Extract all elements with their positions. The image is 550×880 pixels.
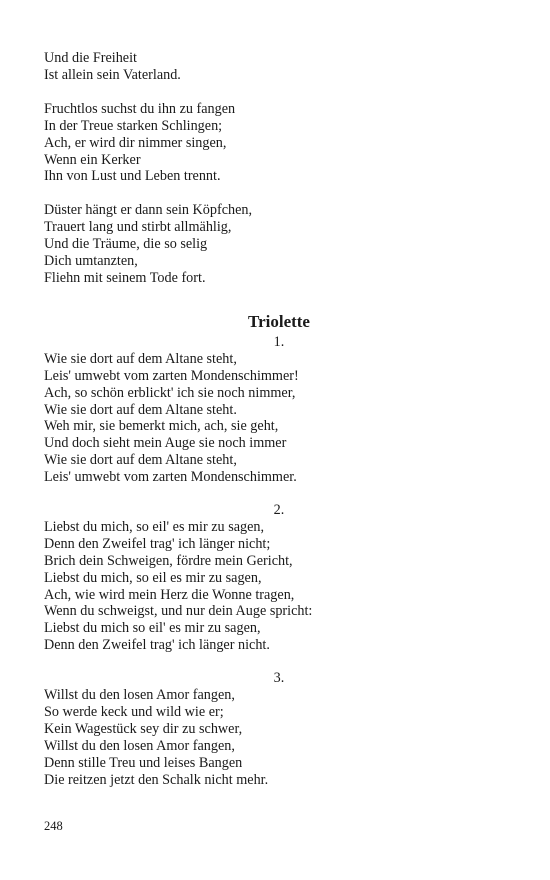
verse-line: Düster hängt er dann sein Köpfchen, <box>44 202 253 219</box>
page-number: 248 <box>44 819 63 833</box>
stanza <box>44 50 514 84</box>
verse-line: Denn den Zweifel trag' ich länger nicht; <box>44 535 271 552</box>
verse-line: Leis' umwebt vom zarten Mondenschimmer! <box>44 367 299 384</box>
triolet-sections <box>44 334 514 789</box>
verse-line: Ist allein sein Vaterland. <box>44 66 181 83</box>
verse-line: Fruchtlos suchst du ihn zu fangen <box>44 100 236 117</box>
verse-line: Dich umtanzten, <box>44 253 138 270</box>
verse-line: Kein Wagestück sey dir zu schwer, <box>44 720 243 737</box>
verse-line: Fliehn mit seinem Tode fort. <box>44 269 206 286</box>
verse-line: Liebst du mich, so eil' es mir zu sagen, <box>44 518 265 535</box>
verse-line: Liebst du mich so eil' es mir zu sagen, <box>44 620 261 637</box>
verse-line: Liebst du mich, so eil es mir zu sagen, <box>44 569 262 586</box>
verse-line: Willst du den losen Amor fangen, <box>44 687 235 704</box>
verse-line: Die reitzen jetzt den Schalk nicht mehr. <box>44 771 269 788</box>
verse-line: Und die Freiheit <box>44 50 137 66</box>
intro-stanzas <box>44 50 514 287</box>
stanza <box>44 101 514 186</box>
verse-line: Wie sie dort auf dem Altane steht, <box>44 452 237 469</box>
verse-line: Wenn du schweigst, und nur dein Auge spricht: <box>44 603 313 620</box>
verse-line: Leis' umwebt vom zarten Mondenschimmer. <box>44 469 297 486</box>
verse-line: Ach, er wird dir nimmer singen, <box>44 134 227 151</box>
stanza <box>44 202 514 287</box>
triolet-section <box>44 670 514 788</box>
triolet-section <box>44 502 514 654</box>
verse-line: Wie sie dort auf dem Altane steht, <box>44 350 237 367</box>
verse-line: Weh mir, sie bemerkt mich, ach, sie geht, <box>44 418 279 435</box>
verse-line: Willst du den losen Amor fangen, <box>44 737 235 754</box>
verse-line: Trauert lang und stirbt allmählig, <box>44 219 232 236</box>
verse-line: Denn stille Treu und leises Bangen <box>44 754 243 771</box>
verse-line: In der Treue starken Schlingen; <box>44 117 223 134</box>
page-body <box>44 50 514 805</box>
verse-line: Ach, so schön erblickt' ich sie noch nimmer, <box>44 384 296 401</box>
verse-line: Ach, wie wird mein Herz die Wonne tragen, <box>44 586 295 603</box>
verse-line: Denn den Zweifel trag' ich länger nicht. <box>44 637 270 654</box>
poem-title: Triolette <box>248 311 310 331</box>
triolet-section <box>44 334 514 486</box>
section-number: 1. <box>273 333 285 350</box>
verse-line: Und doch sieht mein Auge sie noch immer <box>44 435 287 452</box>
verse-line: So werde keck und wild wie er; <box>44 704 224 720</box>
verse-line: Wenn ein Kerker <box>44 151 141 168</box>
verse-line: Und die Träume, die so selig <box>44 236 208 253</box>
verse-line: Ihn von Lust und Leben trennt. <box>44 168 221 185</box>
verse-line: Brich dein Schweigen, fördre mein Gericht, <box>44 552 293 569</box>
verse-line: Wie sie dort auf dem Altane steht. <box>44 401 237 418</box>
section-number: 3. <box>273 670 285 687</box>
section-number: 2. <box>273 502 285 519</box>
